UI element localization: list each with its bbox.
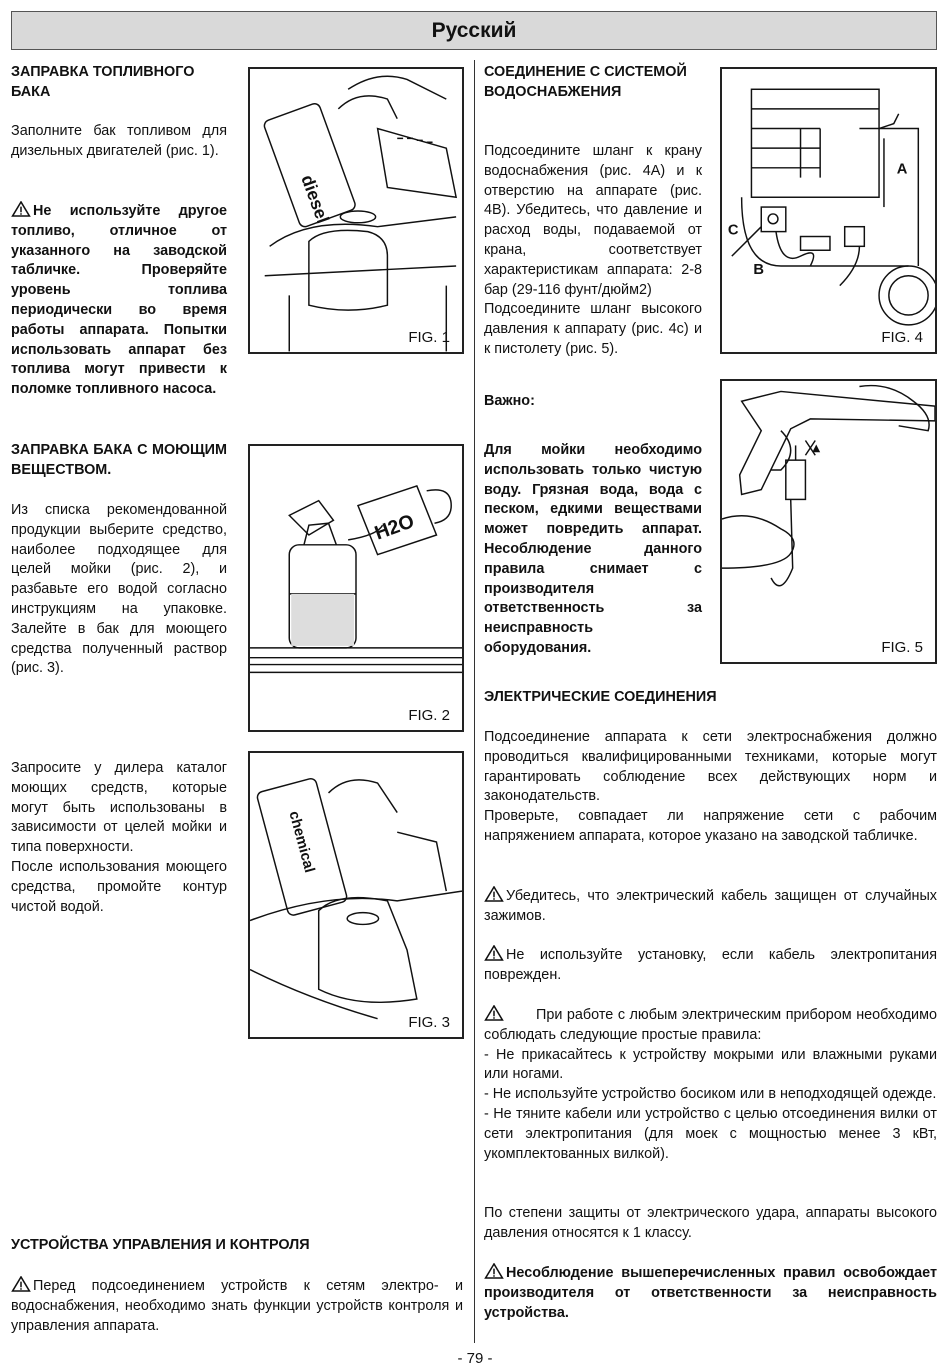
fig1-label: FIG. 1 (408, 329, 450, 346)
fig2-jug-label: H2O (371, 510, 418, 545)
electrical-warning-2-text: Не используйте установку, если кабель электропитания поврежден. (484, 947, 937, 983)
electrical-heading: ЭЛЕКТРИЧЕСКИЕ СОЕДИНЕНИЯ (484, 689, 717, 705)
rule-item: - Не используйте устройство босиком или в неподходящей одежде. (484, 1086, 937, 1103)
rule-item: - Не тяните кабели или устройство с целью отсоединения вилки от сети электропитания (для моек с мощностью менее 3 кВт, укомплектованных вилкой). (484, 1105, 937, 1162)
water-connection-text (484, 142, 702, 360)
language-title: Русский (431, 18, 517, 42)
chemical-filling-illustration (250, 753, 462, 1037)
language-banner (11, 11, 937, 50)
fig5-label: FIG. 5 (881, 639, 923, 656)
figure-1 (248, 67, 464, 354)
rule-item: - Не прикасайтесь к устройству мокрыми или влажными руками или ногами. (484, 1046, 937, 1083)
fig1-can-label: diesel (297, 172, 334, 227)
gun-connection-illustration (722, 381, 935, 662)
fig4-tag-a: A (896, 161, 908, 178)
fig2-label: FIG. 2 (408, 707, 450, 724)
water-connection-p1: Подсоедините шланг к крану водоснабжения (рис. 4А) и к отверстию на аппарате (рис. 4В). Убедитесь, что давление и расход воды, подаваемой от крана, соответствует характеристикам аппарата: 2-8 бар (29-116 фунт/дюйм2) (484, 143, 702, 298)
electrical-warning-3 (484, 1005, 937, 1164)
figure-5 (720, 379, 937, 664)
column-divider (474, 60, 475, 1343)
figure-2 (248, 444, 464, 732)
fuel-tank-heading: ЗАПРАВКА ТОПЛИВНОГО БАКА (11, 64, 195, 100)
warning-icon (484, 945, 504, 961)
fuel-tank-text: Заполните бак топливом для дизельных двигателей (рис. 1). (11, 123, 227, 159)
warning-icon (484, 1263, 504, 1279)
electrical-p1: Подсоединение аппарата к сети электроснабжения должно проводиться квалифицированными техниками, которые могут гарантировать соблюдение всех действующих норм и законодательств. (484, 729, 937, 805)
detergent-mixing-illustration (250, 446, 462, 730)
controls-warning-text: Перед подсоединением устройств к сетям электро- и водоснабжения, необходимо знать функции устройств контроля и управления аппарата. (11, 1278, 463, 1334)
electrical-warning-1-text: Убедитесь, что электрический кабель защищен от случайных зажимов. (484, 888, 937, 924)
controls-warning (11, 1276, 463, 1336)
fig4-tag-b: B (753, 261, 765, 278)
fig4-tag-c: C (727, 222, 739, 239)
electrical-final-warning (484, 1263, 937, 1323)
fuel-filling-illustration (250, 69, 462, 352)
detergent-tank-heading: ЗАПРАВКА БАКА С МОЮЩИМ ВЕЩЕСТВОМ. (11, 442, 227, 478)
water-important-text: Для мойки необходимо использовать только чистую воду. Грязная вода, вода с песком, едкими веществами может повредить аппарат. Несоблюдение данного правила снимает с производителя ответственность за неисправность оборудования. (484, 442, 702, 656)
page-number: - 79 - (457, 1350, 493, 1367)
electrical-p2: Проверьте, совпадает ли напряжение сети с рабочим напряжением аппарата, которое указано на заводской табличке. (484, 808, 937, 844)
fig3-can-label: chemical (285, 809, 318, 875)
water-connection-illustration (722, 69, 935, 352)
warning-icon (11, 201, 31, 217)
warning-icon (484, 886, 504, 902)
warning-icon (484, 1005, 504, 1021)
detergent-tank-text: Из списка рекомендованной продукции выберите средство, наиболее подходящее для целей мойки (рис. 2), и разбавьте его водой согласно инструкциям на упаковке. Залейте в бак для моющего средства полученный раствор (рис. 3). (11, 502, 227, 677)
figure-3 (248, 751, 464, 1039)
electrical-warning-2 (484, 945, 937, 986)
detergent-catalog-text (11, 759, 227, 917)
electrical-text (484, 728, 937, 847)
water-important-label: Важно: (484, 393, 535, 409)
water-connection-p2: Подсоедините шланг высокого давления к аппарату (рис. 4с) и к пистолету (рис. 5). (484, 301, 702, 357)
detergent-catalog-p2: После использования моющего средства, промойте контур чистой водой. (11, 858, 227, 915)
electrical-warning-1 (484, 886, 937, 927)
water-connection-heading: СОЕДИНЕНИЕ С СИСТЕМОЙ ВОДОСНАБЖЕНИЯ (484, 64, 687, 100)
electrical-warning-3-text: При работе с любым электрическим прибором необходимо соблюдать следующие простые правила: (484, 1007, 937, 1043)
warning-icon (11, 1276, 31, 1292)
detergent-catalog-p1: Запросите у дилера каталог моющих средств, которые могут быть использованы в зависимости от целей мойки и типа поверхности. (11, 760, 227, 856)
figure-4 (720, 67, 937, 354)
electrical-final-warning-text: Несоблюдение вышеперечисленных правил освобождает производителя от ответственности за неисправность устройства. (484, 1265, 937, 1321)
fig4-label: FIG. 4 (881, 329, 923, 346)
fuel-tank-warning-text: Не используйте другое топливо, отличное от указанного на заводской табличке. Проверяйте уровень топлива периодически во время работы аппарата. Попытки использовать аппарат без топлива могут привести к поломке топливного насоса. (11, 203, 227, 398)
controls-heading: УСТРОЙСТВА УПРАВЛЕНИЯ И КОНТРОЛЯ (11, 1237, 310, 1253)
fig3-label: FIG. 3 (408, 1014, 450, 1031)
fuel-tank-warning (11, 201, 227, 400)
protection-class-text: По степени защиты от электрического удара, аппараты высокого давления относятся к 1 классу. (484, 1205, 937, 1241)
